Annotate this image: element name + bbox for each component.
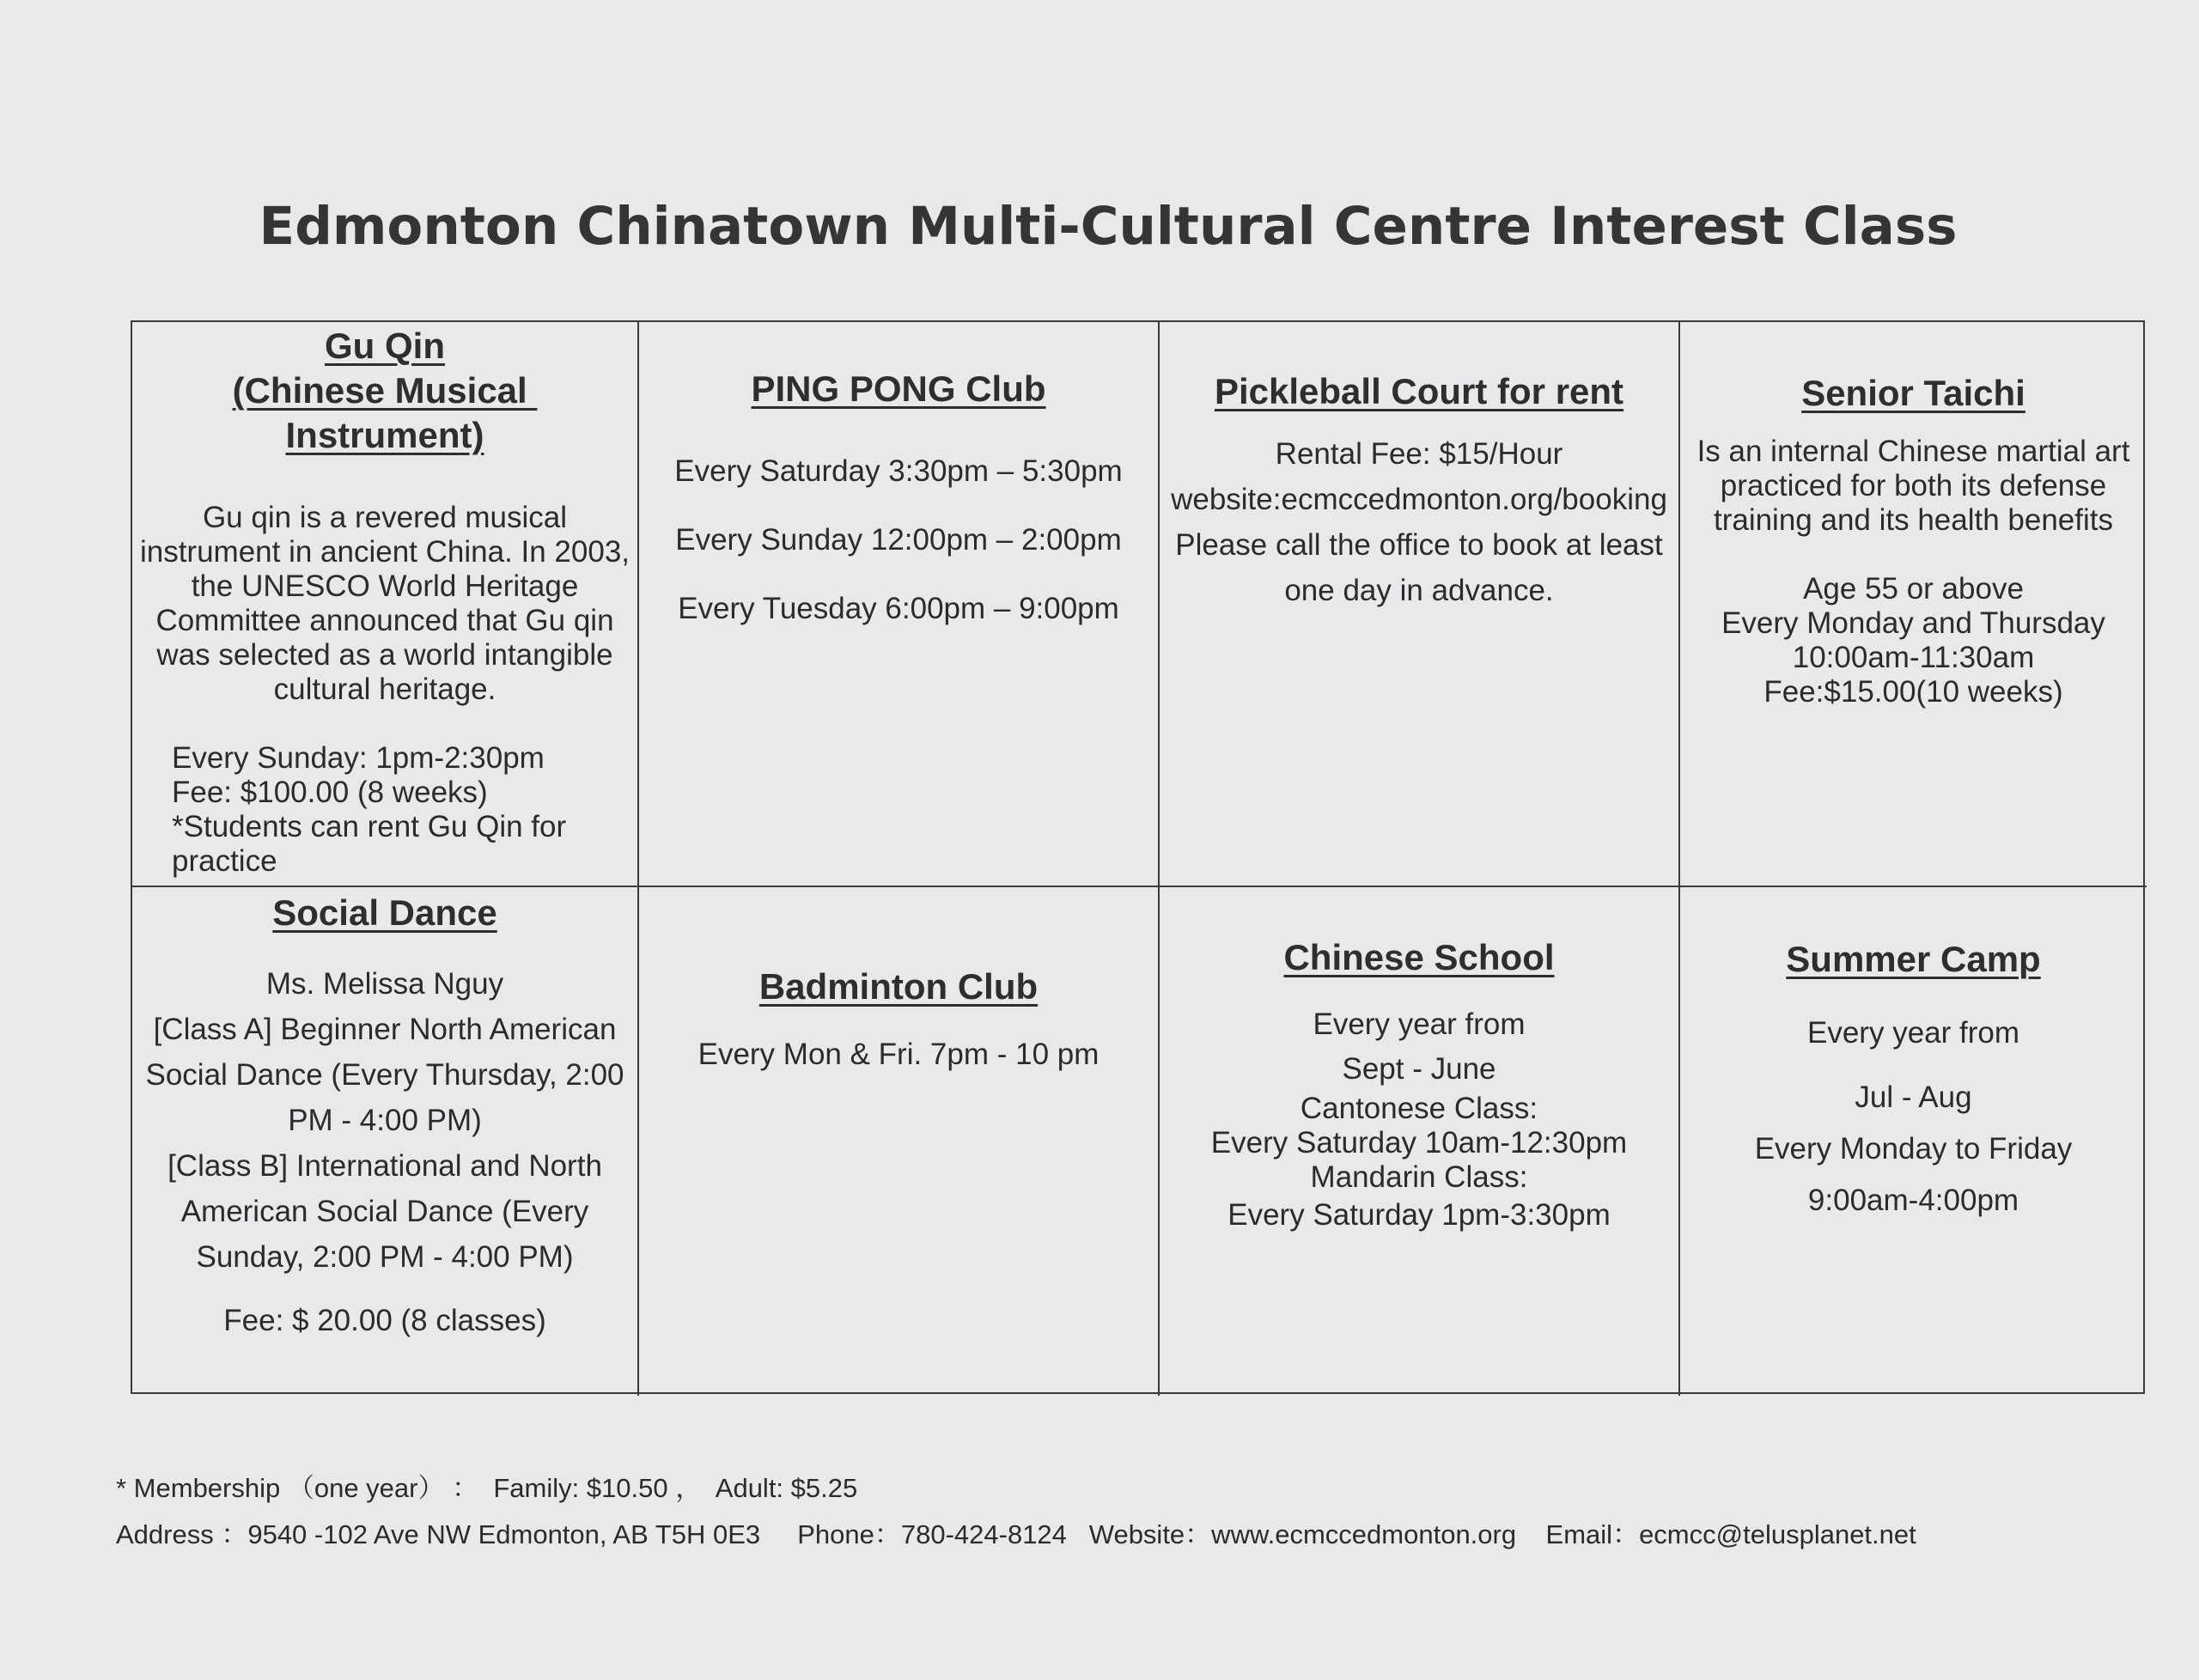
pickleball-note: one day in advance. (1284, 574, 1554, 607)
membership-info: * Membership （one year） ： Family: $10.50 ， Adult: $5.25 (116, 1473, 858, 1503)
class-ping-pong (639, 322, 1160, 887)
class-grid (131, 320, 2145, 1394)
summer-camp-line: Every Monday to Friday (1754, 1132, 2073, 1166)
chinese-school-schedule: Every Saturday 10am-12:30pm (1210, 1126, 1628, 1160)
social-dance-line: Social Dance (Every Thursday, 2:00 (145, 1058, 624, 1092)
pickleball-note: Please call the office to book at least (1175, 528, 1663, 562)
pickleball-website: website:ecmccedmonton.org/booking (1171, 483, 1667, 516)
badminton-time: Every Mon & Fri. 7pm - 10 pm (697, 1038, 1100, 1071)
badminton-heading: Badminton Club (758, 966, 1039, 1007)
class-gu-qin (132, 322, 639, 887)
taichi-heading: Senior Taichi (1801, 373, 2025, 413)
taichi-desc-line: Is an internal Chinese martial art (1696, 435, 2130, 468)
gu-qin-note: *Students can rent Gu Qin for (172, 810, 567, 843)
taichi-days: Every Monday and Thursday (1721, 606, 2105, 640)
taichi-time: 10:00am-11:30am (1792, 641, 2035, 674)
gu-qin-schedule: Every Sunday: 1pm-2:30pm (172, 741, 545, 775)
social-dance-line: [Class B] International and North (168, 1149, 602, 1183)
gu-qin-desc-line: the UNESCO World Heritage (191, 569, 579, 603)
social-dance-line: Sunday, 2:00 PM - 4:00 PM) (196, 1240, 574, 1274)
class-pickleball (1160, 322, 1680, 887)
ping-pong-time: Every Sunday 12:00pm – 2:00pm (675, 523, 1122, 557)
social-dance-details (139, 961, 630, 1280)
gu-qin-desc-line: instrument in ancient China. In 2003, (139, 535, 630, 569)
gu-qin-fee: Fee: $100.00 (8 weeks) (172, 776, 488, 809)
social-dance-line: [Class A] Beginner North American (153, 1013, 617, 1046)
pickleball-heading: Pickleball Court for rent (1214, 371, 1624, 411)
summer-camp-line: Every year from (1807, 1016, 2019, 1050)
contact-info: Address ：9540 -102 Ave NW Edmonton, AB T5H 0E3 Phone：780-424-8124 Website：www.ecmccedmonton.org Email：ecmcc@telusplanet.net (116, 1519, 1916, 1549)
summer-camp-line: Jul - Aug (1855, 1080, 1972, 1114)
chinese-school-schedule: Mandarin Class: (1310, 1160, 1528, 1194)
chinese-school-period: Sept - June (1342, 1052, 1496, 1086)
taichi-desc-line: training and its health benefits (1713, 503, 2114, 537)
social-dance-heading: Social Dance (272, 892, 497, 933)
gu-qin-heading-line2: (Chinese Musical (232, 370, 538, 411)
class-social-dance (132, 887, 639, 1396)
class-chinese-school (1160, 887, 1680, 1396)
taichi-fee: Fee:$15.00(10 weeks) (1763, 675, 2063, 709)
chinese-school-period: Every year from (1313, 1007, 1526, 1041)
taichi-age: Age 55 or above (1803, 572, 2024, 606)
chinese-school-schedule: Cantonese Class: (1300, 1092, 1538, 1125)
gu-qin-desc-line: Committee announced that Gu qin (155, 604, 614, 637)
class-badminton (639, 887, 1160, 1396)
chinese-school-heading: Chinese School (1283, 937, 1555, 977)
ping-pong-heading: PING PONG Club (751, 368, 1046, 409)
ping-pong-time: Every Tuesday 6:00pm – 9:00pm (678, 592, 1119, 625)
pickleball-fee: Rental Fee: $15/Hour (1275, 437, 1563, 471)
taichi-desc-line: practiced for both its defense (1720, 469, 2107, 502)
social-dance-fee: Fee: $ 20.00 (8 classes) (223, 1304, 546, 1337)
social-dance-line: PM - 4:00 PM) (288, 1104, 482, 1137)
gu-qin-note: practice (172, 844, 277, 878)
gu-qin-details (139, 741, 630, 879)
social-dance-instructor: Ms. Melissa Nguy (265, 967, 504, 1001)
summer-camp-line: 9:00am-4:00pm (1807, 1184, 2019, 1217)
chinese-school-schedule: Every Saturday 1pm-3:30pm (1227, 1198, 1611, 1232)
class-summer-camp (1680, 887, 2147, 1396)
gu-qin-desc-line: was selected as a world intangible (156, 638, 613, 672)
class-senior-taichi (1680, 322, 2147, 887)
social-dance-line: American Social Dance (Every (180, 1195, 589, 1228)
gu-qin-heading-line3: Instrument) (285, 415, 484, 455)
page-title: Edmonton Chinatown Multi-Cultural Centre Interest Class (259, 196, 1958, 257)
ping-pong-time: Every Saturday 3:30pm – 5:30pm (674, 454, 1123, 488)
summer-camp-heading: Summer Camp (1786, 939, 2041, 979)
gu-qin-desc-line: cultural heritage. (273, 673, 496, 706)
gu-qin-desc-line: Gu qin is a revered musical (202, 501, 568, 534)
gu-qin-heading-line1: Gu Qin (325, 326, 445, 366)
